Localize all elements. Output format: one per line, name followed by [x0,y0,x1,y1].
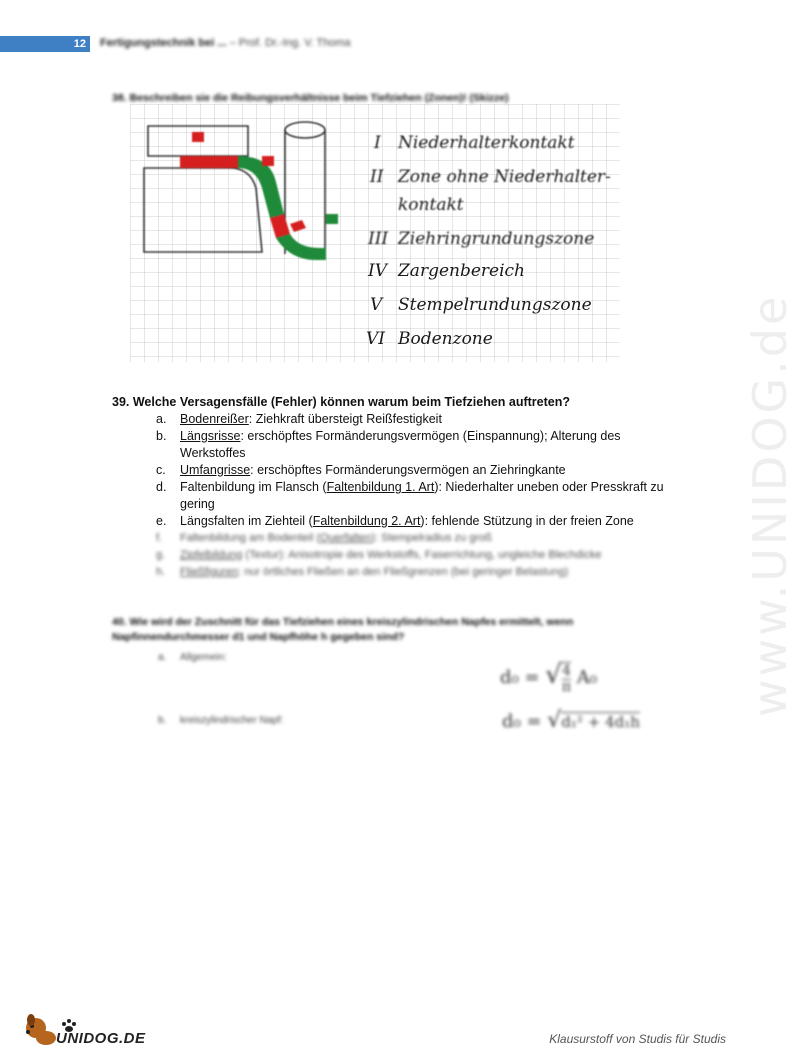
question-39-list [112,411,672,581]
zone-label-3: Ziehringrundungszone [398,229,595,249]
zone-label-2-num: II [370,167,384,187]
question-38-title: 38. Beschreiben sie die Reibungsverhältnisse beim Tiefziehen (Zonen)! (Skizze) [112,92,509,104]
sqrt-sign: √ [545,660,562,690]
item-term: Faltenbildung 2. Art [312,514,421,528]
item-term: Querfalten [320,532,372,544]
fraction-numerator: 4 [562,662,571,679]
footer-tagline: Klausurstoff von Studis für Studis [549,1032,726,1046]
list-item [112,564,672,581]
item-term: Zipfelbildung [180,549,243,561]
formula-b-radicand: d₁² + 4d₁h [561,713,640,731]
item-term: Faltenbildung 1. Art [326,480,435,494]
header-author: Prof. Dr.-Ing. V. Thoma [238,37,351,49]
item-text: (Textur): Anisotropie des Werkstoffs, Faserrichtung, ungleiche Blechdicke [242,549,602,561]
header-course: Fertigungstechnik bei ... [100,37,227,49]
deep-drawing-sketch [130,104,620,362]
zone-label-6-num: VI [366,329,385,349]
item-label: a. [156,412,167,426]
item-text: : Ziehkraft übersteigt Reißfestigkeit [248,412,442,426]
list-item [112,428,672,462]
formula-a-lhs: d₀ = [500,667,540,688]
q40-b-text: kreiszylindrischer Napf: [180,715,284,726]
zone-label-2: Zone ohne Niederhalter- [398,167,611,187]
item-label: d. [156,480,167,494]
item-prefix: Längsfalten im Ziehteil ( [180,514,313,528]
zone-label-4-num: IV [368,261,387,281]
zone-label-1-num: I [374,133,381,153]
formula-b-lhs: d₀ = [502,711,542,732]
item-term: Umfangrisse [180,463,251,477]
q40-b-label: b. [158,715,167,726]
fraction [562,662,571,695]
item-label: h. [156,566,166,578]
zone-label-4: Zargenbereich [398,261,526,281]
fraction-denominator: π [561,678,572,695]
item-label: g. [156,549,166,561]
list-item [112,547,672,564]
item-text: : erschöpftes Formänderungsvermögen (Einspannung); Alterung des Werkstoffes [180,429,621,460]
zone-label-5: Stempelrundungszone [398,295,592,315]
logo-text: UNIDOG.DE [56,1030,146,1047]
item-term: Längsrisse [180,429,241,443]
item-label: f. [156,532,163,544]
question-40-title: 40. Wie wird der Zuschnitt für das Tiefziehen eines kreiszylindrischen Napfes ermittelt, wenn Napfinnendurchmesser d1 und Napfhöhe h gegeben sind? [112,616,574,643]
zone-label-3-num: III [368,229,389,249]
item-text: : nur örtliches Fließen an den Fließgrenzen (bei geringer Belastung) [238,566,569,578]
header-separator: – [229,37,239,49]
list-item [112,411,672,428]
formula-general [500,660,597,695]
watermark: www.UNIDOG.de [743,293,797,717]
list-item [112,462,672,479]
item-text: : erschöpftes Formänderungsvermögen an Ziehringkante [250,463,566,477]
item-term: Fließfiguren [180,566,239,578]
zone-marker-II [262,156,274,166]
item-prefix: Faltenbildung im Flansch ( [180,480,327,494]
formula-cup [502,708,640,733]
item-prefix: Faltenbildung am Bodenteil ( [180,532,321,544]
zone-marker-I [192,132,204,142]
zone-label-2b: kontakt [398,195,464,215]
item-term: Bodenreißer [180,412,249,426]
sqrt-sign: √ [547,708,562,733]
page-number: 12 [73,38,86,50]
item-label: e. [156,514,167,528]
list-item [112,513,672,530]
zone-label-1: Niederhalterkontakt [398,133,575,153]
formula-a-var: A₀ [576,667,598,688]
q40-a-label: a. [158,652,167,663]
zone-label-6: Bodenzone [398,329,493,349]
question-39-title: 39. Welche Versagensfälle (Fehler) können warum beim Tiefziehen auftreten? [112,395,571,409]
list-item [112,530,672,547]
list-item [112,479,672,513]
zone-label-5-num: V [370,295,383,315]
item-text: ): Stempelradius zu groß [371,532,492,544]
header-title [100,37,351,49]
item-label: b. [156,429,167,443]
item-text: ): fehlende Stützung in der freien Zone [420,514,634,528]
zone-marker-VI [326,214,338,224]
q40-a-text: Allgemein: [180,652,227,663]
item-label: c. [156,463,166,477]
item-text: ): Niederhalter uneben oder Presskraft zu gering [180,480,664,511]
sheet-flange [180,156,238,168]
